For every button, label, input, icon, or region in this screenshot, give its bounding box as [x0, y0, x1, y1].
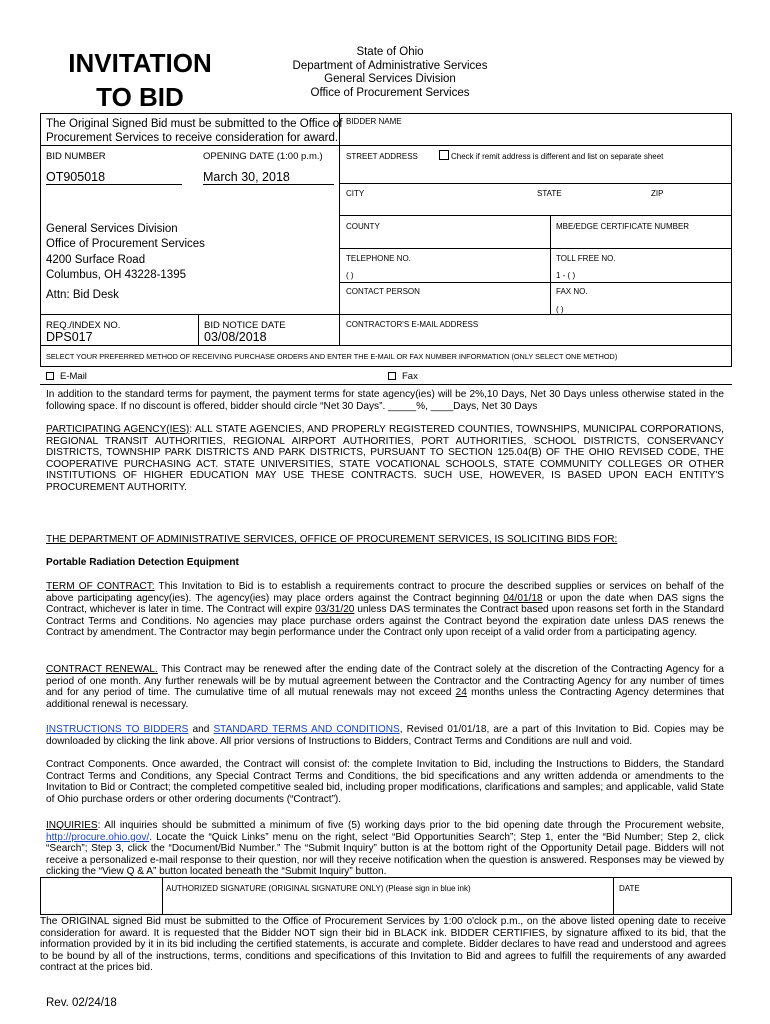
inquiries-paragraph: INQUIRIES: All inquiries should be submitted a minimum of five (5) working days prior to the bid opening date through the Procurement website, http://procure.ohio.gov/. Locate the “Quick Links” menu on the right, select “Bid Opportunities Search”; Step 1, enter the “Bid Number; Step 2, click “Search”; Step 3, click the “Document/Bid Number.” The “Submit Inquiry” button is at the bottom right of the Opportunity Detail page. Bidders will not receive a personalized e-mail response to their question, nor will they receive notification when the question is answered. Responses may be viewed by clicking the “View Q & A” button located beneath the “Submit Inquiry” button.: [46, 820, 724, 878]
telephone-label: TELEPHONE NO.: [346, 254, 411, 263]
contract-components: Contract Components. Once awarded, the Contract will consist of: the complete Invitation to Bid, including the Instructions to Bidders, the Standard Contract Terms and Conditions, any Special Contract Terms and Conditions, the bid specifications and any written addenda or amendments to the Invitation to Bid or Contract; the completed competitive sealed bid, including proper modifications, clarifications and samples; and applicable, valid State of Ohio purchase orders or other ordering documents (“Contract”).: [46, 759, 724, 805]
fax-method-checkbox[interactable]: [388, 372, 396, 380]
fax-label: FAX NO.: [556, 287, 588, 296]
email-field[interactable]: [340, 330, 730, 344]
method-prompt: SELECT YOUR PREFERRED METHOD OF RECEIVING PURCHASE ORDERS AND ENTER THE E-MAIL OR FAX NUMBER INFORMATION (ONLY SELECT ONE METHOD): [46, 352, 618, 361]
bid-number-label: BID NUMBER: [46, 151, 106, 162]
street-address-field[interactable]: [340, 162, 730, 182]
remit-address-option: [439, 150, 663, 161]
email-method-label: E-Mail: [60, 371, 87, 382]
soliciting-heading: THE DEPARTMENT OF ADMINISTRATIVE SERVICES, OFFICE OF PROCUREMENT SERVICES, IS SOLICITING BIDS FOR:: [46, 534, 618, 545]
term-of-contract: TERM OF CONTRACT: This Invitation to Bid is to establish a requirements contract to procure the described supplies or services on behalf of the above participating agency(ies). The agency(ies) may place orders against the Contract beginning 04/01/18 or upon the date when DAS signs the Contract, whichever is later in time. The Contract will expire 03/31/20 unless DAS terminates the Contract based upon reasons set forth in the Standard Contract Terms and Conditions. No agencies may place purchase orders against the Contract beyond the expiration date unless DAS renews the Contract by amendment. The Contractor may begin performance under the Contract only upon receipt of a valid order from a participating agency.: [46, 581, 724, 639]
bid-notice-date-label: BID NOTICE DATE: [204, 320, 286, 331]
instructions-paragraph: INSTRUCTIONS TO BIDDERS and STANDARD TERMS AND CONDITIONS, Revised 01/01/18, are a part of this Invitation to Bid. Copies may be downloaded by clicking the link above. All prior versions of Instructions to Bidders, Contract Terms and Conditions are null and void.: [46, 724, 724, 747]
email-label: CONTRACTOR'S E-MAIL ADDRESS: [346, 320, 479, 329]
signature-field[interactable]: [163, 895, 612, 913]
telephone-field[interactable]: ( ): [346, 271, 354, 280]
bid-notice-date-value: 03/08/2018: [204, 330, 267, 344]
signature-label: AUTHORIZED SIGNATURE (ORIGINAL SIGNATURE ONLY) (Please sign in blue ink): [166, 884, 471, 893]
bid-number: OT905018: [46, 170, 106, 184]
agency-block: [250, 46, 530, 100]
participating-agencies: PARTICIPATING AGENCY(IES): ALL STATE AGENCIES, AND PROPERLY REGISTERED COUNTIES, TOWNSHIPS, MUNICIPAL CORPORATIONS, REGIONAL TRANSIT AUTHORITIES, REGIONAL AIRPORT AUTHORITIES, PORT AUTHORITIES, SCHOOL DISTRICTS, CONSERVANCY DISTRICTS, TOWNSHIP PARK DISTRICTS AND PARK DISTRICTS, PURSUANT TO SECTION 125.04(B) OF THE OHIO REVISED CODE, THE COOPERATIVE PURCHASING ACT. STATE UNIVERSITIES, STATE VOCATIONAL SCHOOLS, STATE COMMUNITY COLLEGES OR OTHER INSTITUTIONS OF HIGHER EDUCATION MAY USE THESE CONTRACTS. SUCH USE, HOWEVER, IS BASED UPON EACH ENTITY'S PROCUREMENT AUTHORITY.: [46, 424, 724, 493]
remit-address-checkbox[interactable]: [439, 150, 449, 160]
street-address-label: STREET ADDRESS: [346, 152, 418, 161]
req-index-label: REQ./INDEX NO.: [46, 320, 121, 331]
req-index-value: DPS017: [46, 330, 93, 344]
bidder-name-field[interactable]: [340, 127, 730, 144]
email-method-option: [46, 371, 87, 382]
terms-link[interactable]: STANDARD TERMS AND CONDITIONS: [213, 724, 400, 735]
item-title: Portable Radiation Detection Equipment: [46, 557, 239, 568]
delivery-address: General Services Division Office of Procurement Services 4200 Surface Road Columbus, OH 43228-1395 Attn: Bid Desk: [46, 223, 205, 302]
opening-date-label: OPENING DATE (1:00 p.m.): [203, 151, 323, 162]
fax-method-label: Fax: [402, 371, 418, 382]
fax-field[interactable]: ( ): [556, 305, 564, 314]
agency-division: General Services Division: [324, 73, 456, 85]
start-date: 04/01/18: [503, 592, 543, 604]
bidder-name-label: BIDDER NAME: [346, 117, 402, 126]
state-label: STATE: [537, 189, 562, 198]
title-line-1: INVITATION: [68, 48, 212, 78]
procure-website-link[interactable]: http://procure.ohio.gov/: [46, 831, 150, 843]
submit-note: The Original Signed Bid must be submitted to the Office of Procurement Services to receive consideration for award.: [46, 118, 343, 144]
zip-label: ZIP: [651, 189, 664, 198]
revision-date: Rev. 02/24/18: [46, 997, 117, 1009]
opening-date: March 30, 2018: [203, 170, 290, 184]
participating-label: PARTICIPATING AGENCY(IES): [46, 424, 190, 435]
inquiries-label: INQUIRIES: [46, 820, 98, 831]
renewal-label: CONTRACT RENEWAL.: [46, 664, 158, 675]
payment-terms: In addition to the standard terms for payment, the payment terms for state agency(ies) will be 2%,10 Days, Net 30 Days unless otherwise stated in the following space. If no discount is offered, bidder should circle “Net 30 Days”. _____%, ____Days, Net 30 Days: [46, 389, 724, 412]
instructions-link[interactable]: INSTRUCTIONS TO BIDDERS: [46, 724, 189, 735]
county-label: COUNTY: [346, 222, 380, 231]
fax-method-option: [388, 371, 418, 382]
toll-free-field[interactable]: 1 - ( ): [556, 271, 576, 280]
city-label: CITY: [346, 189, 365, 198]
date-field[interactable]: [614, 895, 730, 913]
footer-certification: The ORIGINAL signed Bid must be submitted to the Office of Procurement Services by 1:00 o'clock p.m., on the above listed opening date to receive consideration for award. It is requested that the Bidder NOT sign their bid in BLACK ink. BIDDER CERTIFIES, by signature affixed to its bid, that the information provided by it in its bid including the certified statements, is accurate and complete. Bidder declares to have read and understood and agrees to be bound by all of the instructions, terms, conditions and specifications of this Invitation to Bid and agrees to fulfill the requirements of any awarded contract at the prices bid.: [40, 916, 726, 974]
remit-address-label: Check if remit address is different and list on separate sheet: [451, 152, 664, 161]
contract-renewal: CONTRACT RENEWAL. This Contract may be renewed after the ending date of the Contract solely at the discretion of the Contracting Agency for a period of one month. Any further renewals will be by mutual agreement between the Contractor and the Contracting Agency for any number of times and for any period of time. The cumulative time of all mutual renewals may not exceed 24 months unless the Contracting Agency determines that additional renewal is necessary.: [46, 664, 724, 710]
renewal-months: 24: [455, 687, 467, 699]
agency-department: Department of Administrative Services: [292, 59, 488, 72]
agency-office: Office of Procurement Services: [310, 86, 470, 99]
email-method-checkbox[interactable]: [46, 372, 54, 380]
mbe-edge-label: MBE/EDGE CERTIFICATE NUMBER: [556, 222, 690, 231]
title-line-2: TO BID: [96, 82, 184, 112]
expire-date: 03/31/20: [315, 604, 355, 616]
date-label: DATE: [619, 884, 640, 893]
city-state-zip-field[interactable]: [340, 198, 730, 214]
contact-person-label: CONTACT PERSON: [346, 287, 420, 296]
form-title: [40, 46, 240, 114]
agency-state: State of Ohio: [356, 46, 424, 58]
toll-free-label: TOLL FREE NO.: [556, 254, 616, 263]
term-label: TERM OF CONTRACT:: [46, 581, 155, 592]
